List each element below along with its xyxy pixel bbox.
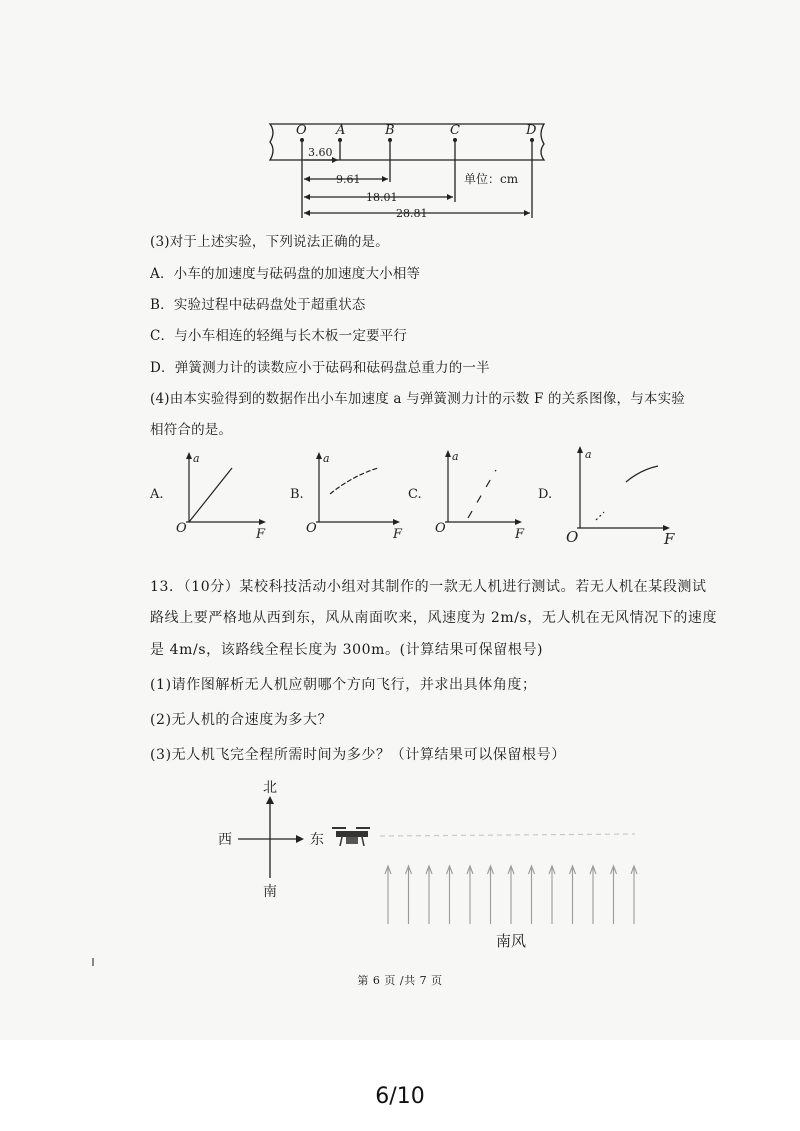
graph-a-option: A. (150, 487, 164, 502)
page-footer: 第 6 页 /共 7 页 (357, 974, 443, 987)
graph-c-curve (468, 470, 496, 518)
graph-d-x-label: F (664, 530, 675, 548)
tape-point-c: C (450, 123, 460, 138)
q3-option-a: A．小车的加速度与砝码盘的加速度大小相等 (150, 266, 421, 282)
unit-label: 单位：cm (464, 172, 519, 186)
graph-b-x-label: F (393, 527, 403, 542)
wind-drone-figure (0, 770, 800, 960)
tape-point-a: A (336, 123, 346, 138)
distance-od: 28.81 (396, 207, 428, 220)
graph-d-y-label: a (585, 448, 592, 461)
q4-stem-line1: (4)由本实验得到的数据作出小车加速度 a 与弹簧测力计的示数 F 的关系图像，与本实验 (150, 391, 686, 407)
distance-oa: 3.60 (308, 146, 333, 159)
graph-a-y-label: a (193, 452, 200, 465)
q13-line3: 是 4m/s，该路线全程长度为 300m。(计算结果可保留根号) (150, 642, 544, 658)
q13-sub1: (1)请作图解析无人机应朝哪个方向飞行，并求出具体角度； (150, 677, 537, 693)
distance-ob: 9.61 (336, 173, 361, 186)
graph-b-option: B. (290, 487, 304, 502)
tape-point-b: B (385, 123, 395, 138)
compass-west: 西 (218, 832, 232, 848)
compass-east: 东 (310, 832, 324, 848)
graph-c-y-label: a (452, 450, 459, 463)
graph-c-option: C. (408, 487, 422, 502)
document-page-number: 6/10 (375, 1084, 425, 1109)
ticker-tape-figure (0, 0, 800, 230)
q13-line1: 13．（10分）某校科技活动小组对其制作的一款无人机进行测试。若无人机在某段测试 (150, 579, 707, 595)
wind-label: 南风 (496, 932, 527, 950)
graph-b-curve (330, 468, 378, 494)
graph-a-curve (189, 468, 232, 522)
graph-d-origin: O (566, 528, 579, 546)
q13-sub3: (3)无人机飞完全程所需时间为多少？（计算结果可以保留根号） (150, 747, 566, 763)
graph-c-x-label: F (515, 527, 525, 542)
graph-a-x-label: F (256, 527, 266, 542)
flight-route (380, 834, 635, 836)
graph-d-option: D. (538, 487, 553, 502)
compass-south: 南 (263, 884, 277, 900)
q13-sub2: (2)无人机的合速度为多大？ (150, 712, 333, 728)
graph-b-y-label: a (323, 452, 330, 465)
q3-option-d: D．弹簧测力计的读数应小于砝码和砝码盘总重力的一半 (150, 360, 490, 376)
q3-option-c: C．与小车相连的轻绳与长木板一定要平行 (150, 328, 408, 344)
tape-point-d: D (526, 123, 537, 138)
q4-stem-line2: 相符合的是。 (150, 422, 233, 438)
tape-point-o: O (296, 123, 307, 138)
af-graph-options (0, 440, 800, 550)
compass-north: 北 (263, 780, 277, 796)
distance-oc: 18.01 (366, 191, 398, 204)
q3-stem: (3)对于上述实验，下列说法正确的是。 (150, 234, 389, 250)
drone-icon (332, 827, 370, 846)
graph-c-origin: O (435, 521, 446, 536)
scan-mark (92, 958, 94, 966)
south-wind-arrows (385, 866, 637, 924)
graph-d-curve (626, 466, 658, 482)
q3-option-b: B．实验过程中砝码盘处于超重状态 (150, 297, 366, 313)
graph-b-origin: O (306, 521, 317, 536)
q13-line2: 路线上要严格地从西到东，风从南面吹来，风速度为 2m/s，无人机在无风情况下的速度 (150, 610, 718, 626)
graph-a-origin: O (176, 521, 187, 536)
